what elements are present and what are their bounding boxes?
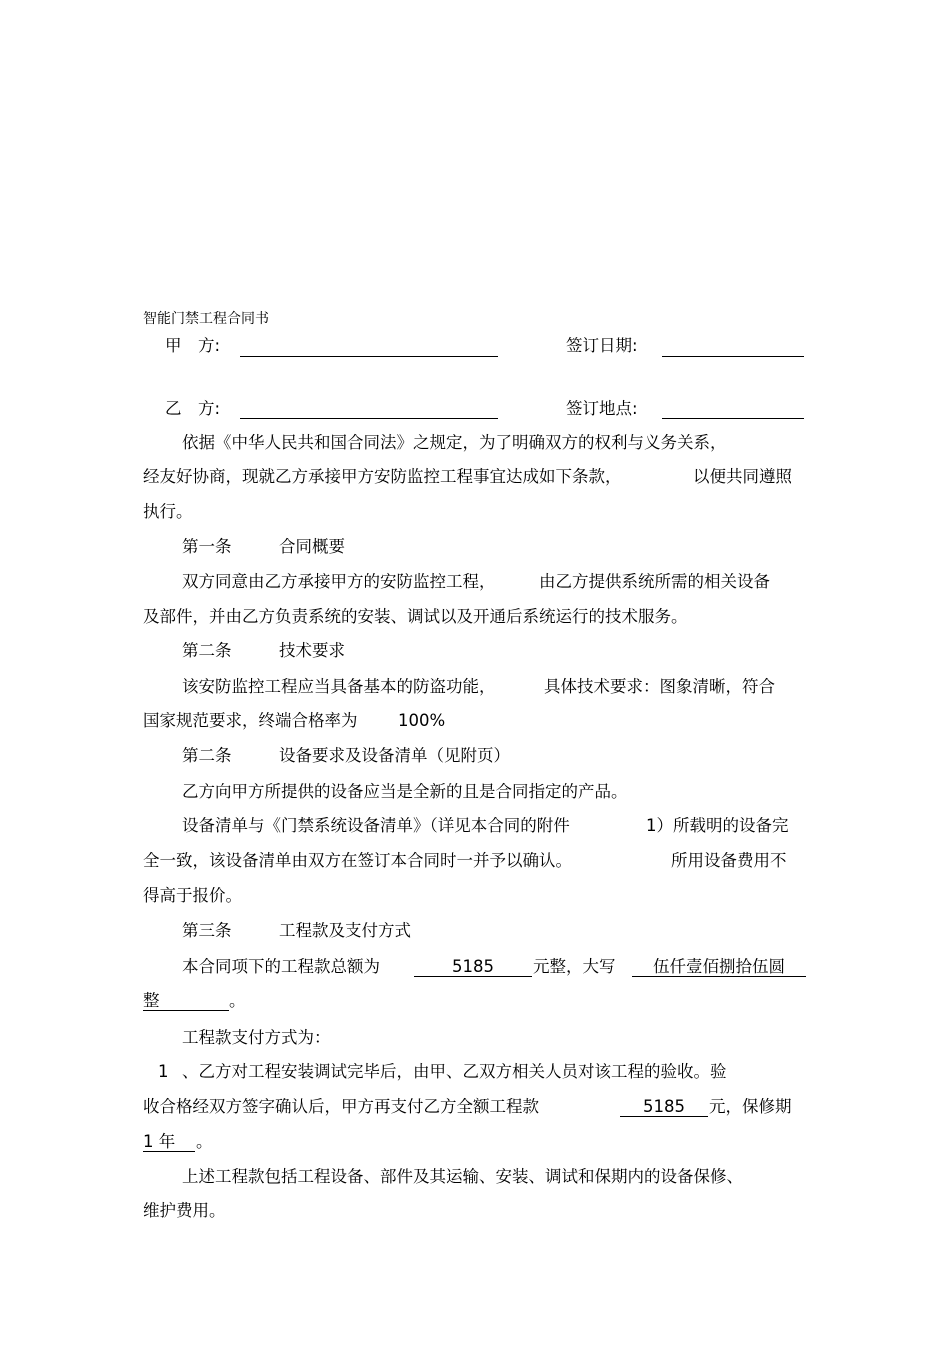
article-2b-line-3b: 所用设备费用不 [671,851,787,870]
scope-line-2: 维护费用。 [143,1201,226,1220]
intro-line-3: 执行。 [143,502,193,521]
article-2b-line-2a: 设备清单与《门禁系统设备清单》（详见本合同的附件 [182,816,570,835]
total-words-end: 整 [143,992,229,1011]
article-3-number: 第三条 [182,921,232,940]
article-2b-line-2b: 1）所载明的设备完 [646,816,789,835]
article-2-line-1a: 该安防监控工程应当具备基本的防盗功能， [182,677,496,696]
party-b-label: 乙 方: [165,399,221,418]
article-2b-line-1: 乙方向甲方所提供的设备应当是全新的且是合同指定的产品。 [182,782,628,801]
payment-item-1-number: 1 [158,1062,169,1081]
total-amount-field[interactable] [414,957,532,977]
payment-amount-field[interactable] [620,1097,708,1117]
total-words-value: 伍仟壹佰捌拾伍圆 [632,958,806,977]
intro-line-2a: 经友好协商，现就乙方承接甲方安防监控工程事宜达成如下条款， [143,467,622,486]
payment-method-label: 工程款支付方式为： [182,1028,331,1047]
warranty-period: 。 [196,1132,213,1151]
scope-line-1: 上述工程款包括工程设备、部件及其运输、安装、调试和保期内的设备保修、 [182,1167,743,1186]
payment-item-1-line-1: 、乙方对工程安装调试完毕后，由甲、乙双方相关人员对该工程的验收。验 [182,1062,727,1081]
article-3-title: 工程款及支付方式 [279,921,411,940]
article-1-line-2: 及部件，并由乙方负责系统的安装、调试以及开通后系统运行的技术服务。 [143,607,688,626]
article-1-number: 第一条 [182,537,232,556]
total-period: 。 [229,991,246,1010]
total-amount-value: 5185 [414,958,532,977]
article-2-line-2: 国家规范要求，终端合格率为 [143,711,358,730]
party-b-blank[interactable] [240,418,498,419]
total-amount-label: 本合同项下的工程款总额为 [182,957,380,976]
article-2b-line-4: 得高于报价。 [143,886,242,905]
party-a-label: 甲 方: [165,336,221,355]
article-1-title: 合同概要 [279,537,345,556]
article-2-line-1b: 具体技术要求：图象清晰，符合 [544,677,775,696]
payment-amount-value: 5185 [620,1098,708,1117]
total-words-end-field[interactable] [143,991,229,1011]
article-1-line-1a: 双方同意由乙方承接甲方的安防监控工程， [182,572,496,591]
total-amount-suffix: 元整，大写 [533,957,616,976]
warranty-field[interactable] [143,1132,195,1152]
sign-place-label: 签订地点: [566,399,638,418]
intro-line-1: 依据《中华人民共和国合同法》之规定，为了明确双方的权利与义务关系， [182,433,727,452]
sign-date-label: 签订日期: [566,336,638,355]
intro-line-2b: 以便共同遵照 [693,467,792,486]
sign-date-blank[interactable] [662,356,804,357]
pass-rate-value: 100% [398,711,446,730]
article-2-number: 第二条 [182,641,232,660]
article-2b-line-3a: 全一致，该设备清单由双方在签订本合同时一并予以确认。 [143,851,572,870]
payment-amount-unit: 元，保修期 [709,1097,792,1116]
party-a-blank[interactable] [240,356,498,357]
payment-item-1-line-2: 收合格经双方签字确认后，甲方再支付乙方全额工程款 [143,1097,539,1116]
article-1-line-1b: 由乙方提供系统所需的相关设备 [539,572,770,591]
article-2b-number: 第二条 [182,746,232,765]
article-2b-title: 设备要求及设备清单（见附页） [279,746,510,765]
document-title: 智能门禁工程合同书 [143,311,269,327]
sign-place-blank[interactable] [662,418,804,419]
article-2-title: 技术要求 [279,641,345,660]
total-words-field[interactable] [632,957,806,977]
warranty-value: 1 年 [143,1133,195,1152]
